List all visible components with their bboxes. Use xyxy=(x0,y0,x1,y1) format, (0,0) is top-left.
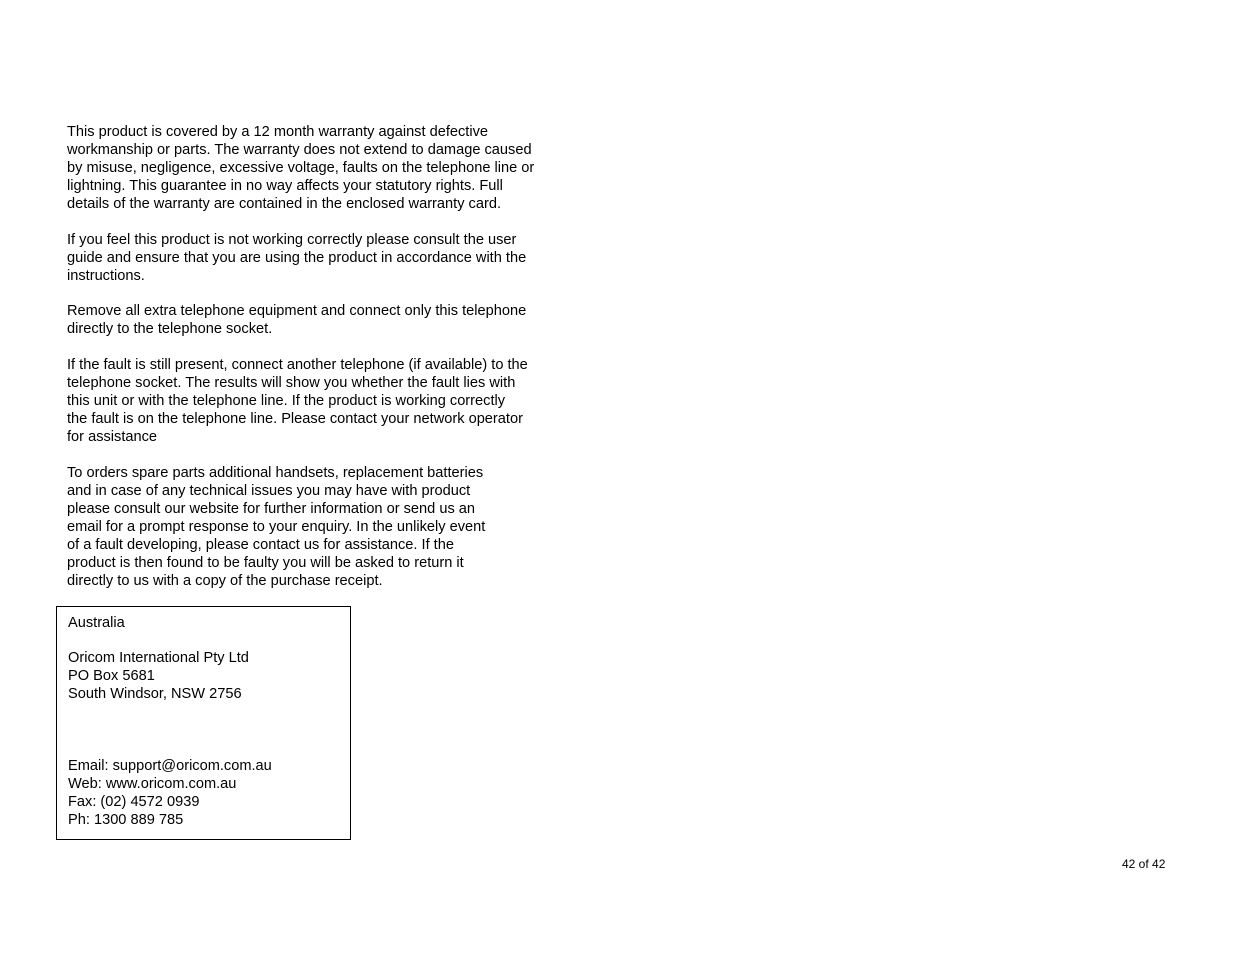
remove-equipment-paragraph: Remove all extra telephone equipment and connect only this telephone directly to the telephone socket. xyxy=(67,303,527,337)
warranty-paragraph: This product is covered by a 12 month warranty against defective workmanship or parts. The warranty does not extend to damage caused by misuse, negligence, excessive voltage, faults on the telephone line or lightning. This guarantee in no way affects your statutory rights. Full details of the warranty are contained in the enclosed warranty card. xyxy=(67,124,535,212)
contact-phone: Ph: 1300 889 785 xyxy=(68,812,184,828)
page-number: 42 of 42 xyxy=(1122,857,1166,871)
contact-po-box: PO Box 5681 xyxy=(68,668,155,684)
contact-email: Email: support@oricom.com.au xyxy=(68,758,272,774)
contact-company: Oricom International Pty Ltd xyxy=(68,650,249,666)
contact-city: South Windsor, NSW 2756 xyxy=(68,686,242,702)
contact-web: Web: www.oricom.com.au xyxy=(68,776,237,792)
fault-check-paragraph: If the fault is still present, connect another telephone (if available) to the telephone socket. The results will show you whether the fault lies with this unit or with the telephone line. If the product is working correctly the fault is on the telephone line. Please contact your network operator for assistance xyxy=(67,357,528,445)
contact-box xyxy=(56,606,351,840)
contact-country: Australia xyxy=(68,615,125,631)
spare-parts-paragraph: To orders spare parts additional handsets, replacement batteries and in case of any technical issues you may have with product please consult our website for further information or send us an email for a prompt response to your enquiry. In the unlikely event of a fault developing, please contact us for assistance. If the product is then found to be faulty you will be asked to return it directly to us with a copy of the purchase receipt. xyxy=(67,465,486,589)
contact-fax: Fax: (02) 4572 0939 xyxy=(68,794,200,810)
troubleshoot-paragraph: If you feel this product is not working correctly please consult the user guide and ensure that you are using the product in accordance with the instructions. xyxy=(67,232,527,284)
